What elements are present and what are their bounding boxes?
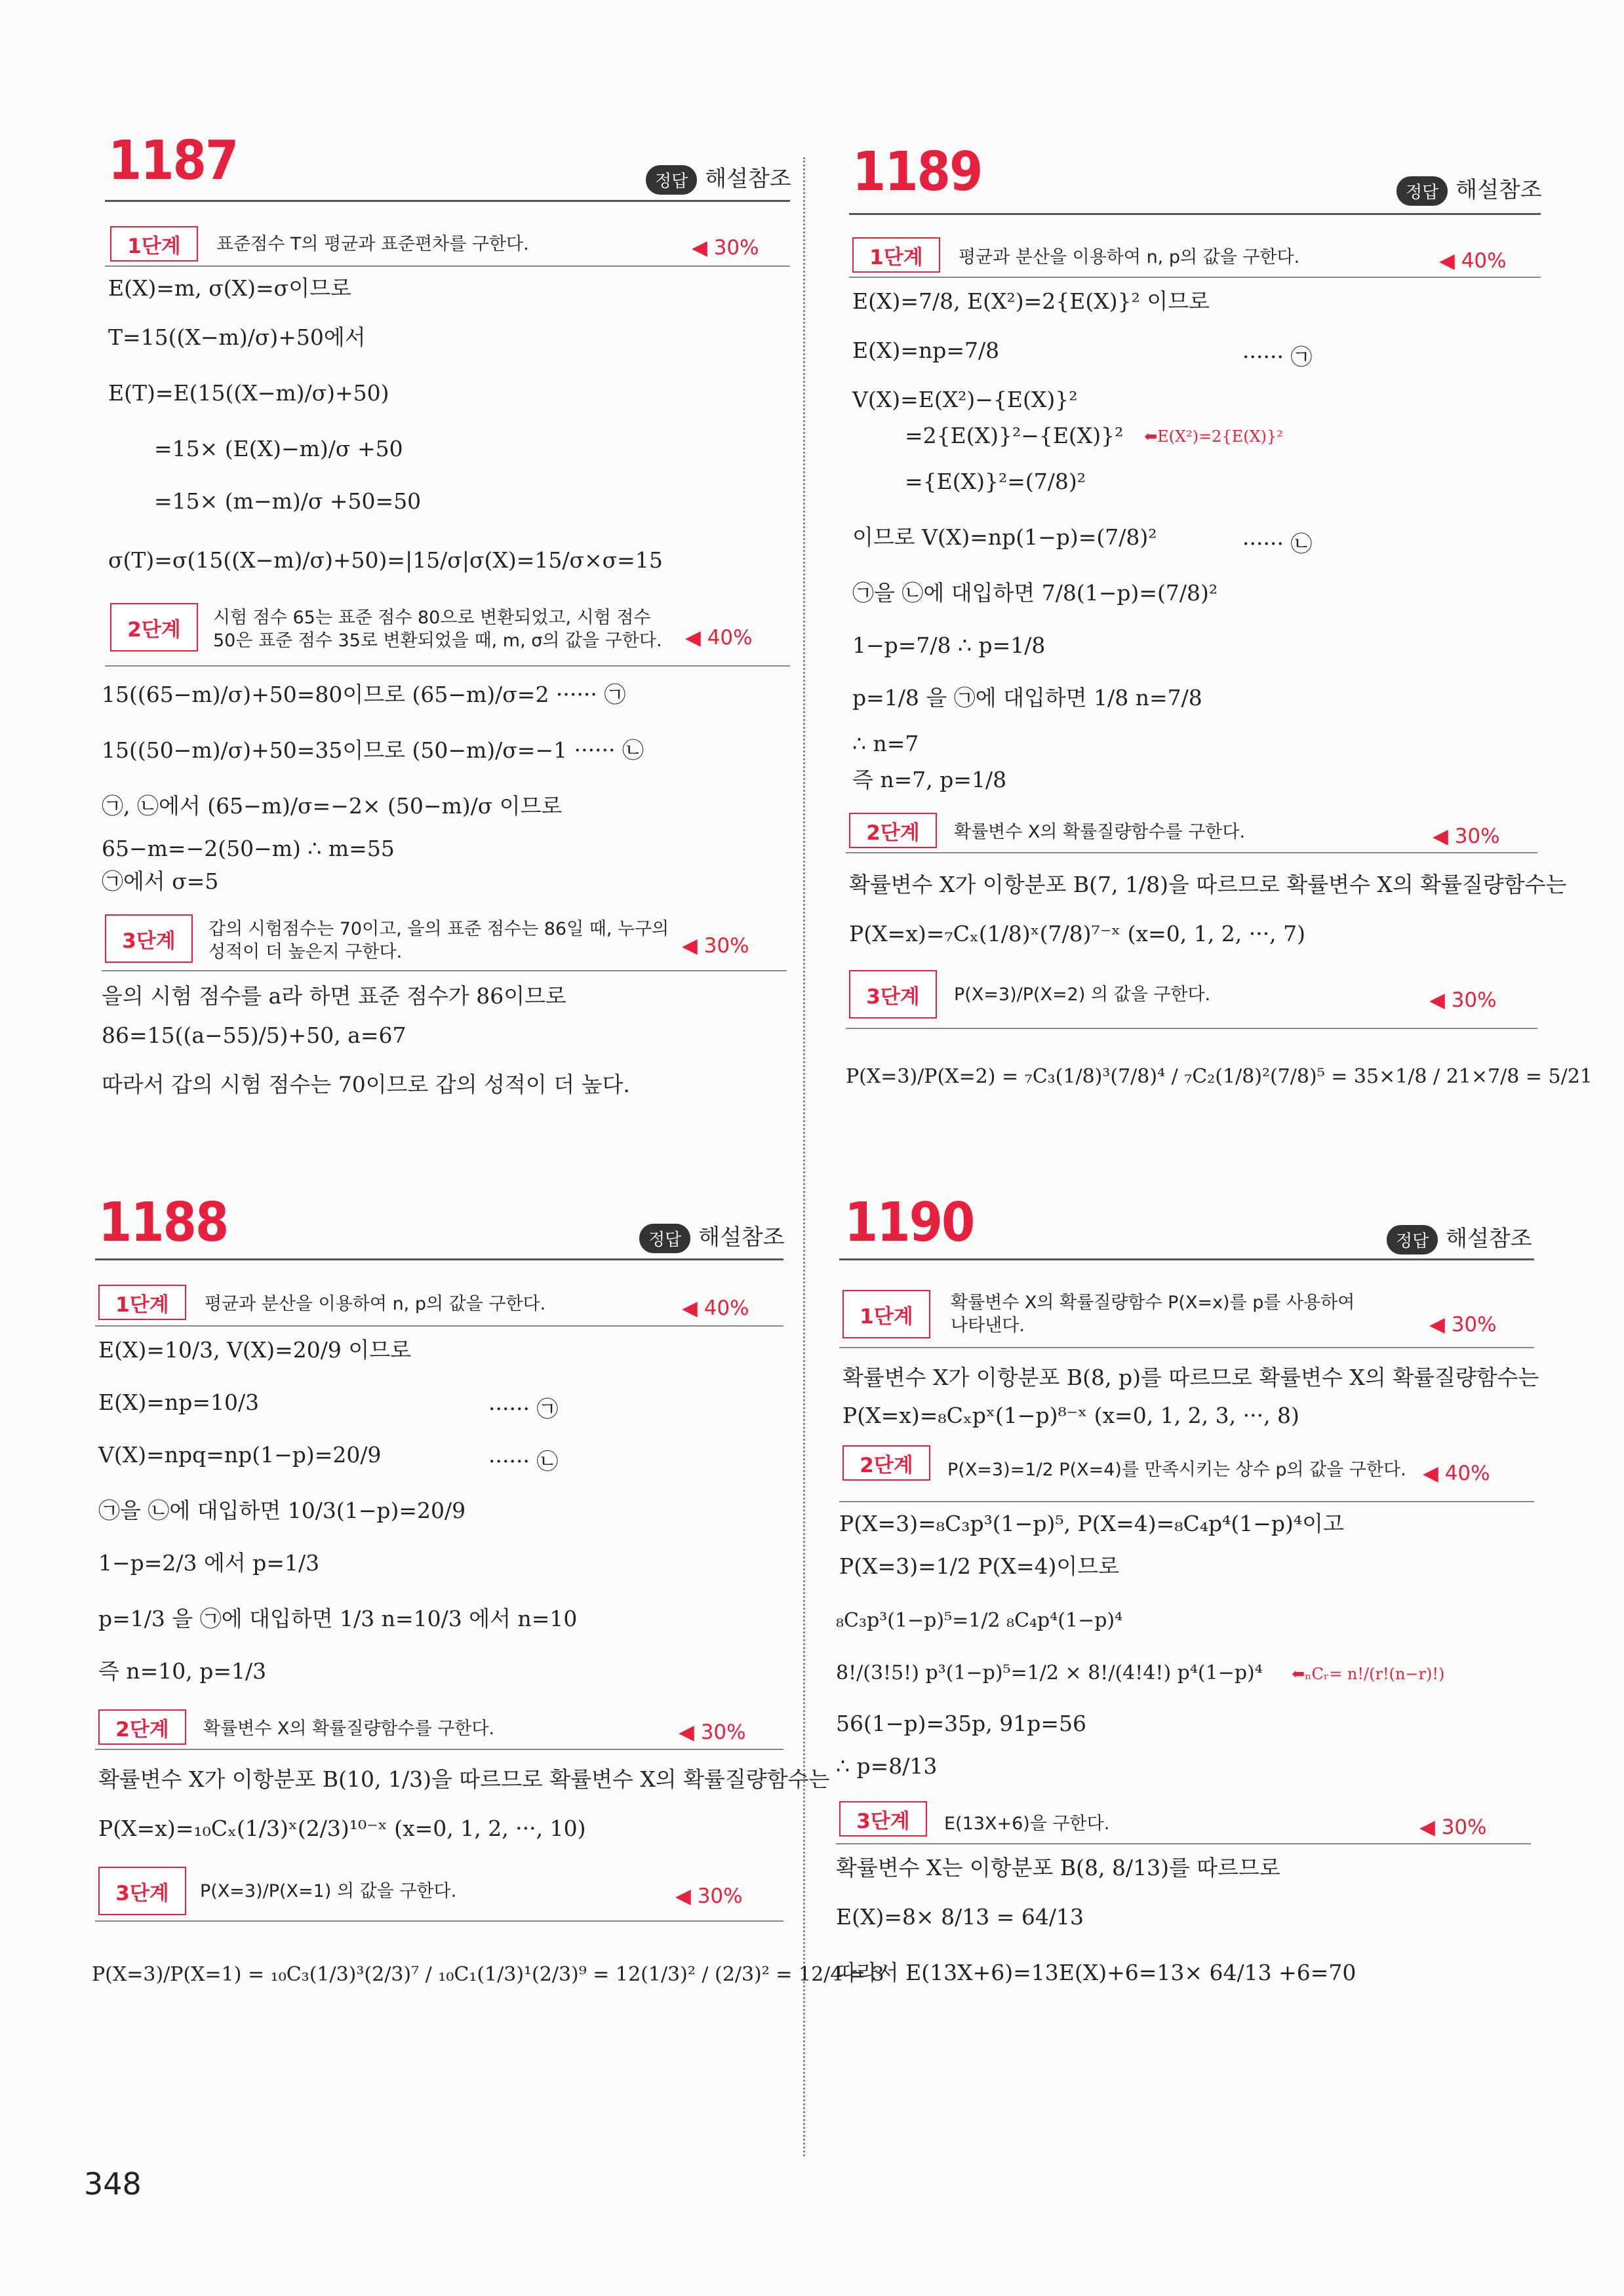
- solution-line: 즉 n=10, p=1/3: [98, 1658, 267, 1684]
- solution-line: P(X=3)=₈C₃p³(1−p)⁵, P(X=4)=₈C₄p⁴(1−p)⁴이고: [839, 1511, 1344, 1536]
- step-3-desc-line2: 성적이 더 높은지 구한다.: [208, 942, 403, 963]
- step-1-desc: 표준점수 T의 평균과 표준편차를 구한다.: [216, 234, 529, 254]
- answer-label: [1396, 172, 1542, 206]
- solution-line: 65−m=−2(50−m) ∴ m=55: [102, 836, 395, 861]
- solution-line: 1−p=7/8 ∴ p=1/8: [852, 632, 1046, 658]
- header-rule: [849, 213, 1541, 215]
- solution-line: 따라서 E(13X+6)=13E(X)+6=13× 64/13 +6=70: [836, 1960, 1357, 1985]
- solution-line: ㉠을 ㉡에 대입하면 10/3(1−p)=20/9: [98, 1498, 466, 1523]
- step-rule: [102, 970, 787, 971]
- solution-line: 1−p=2/3 에서 p=1/3: [98, 1550, 320, 1576]
- step-1-label: 1단계: [110, 226, 198, 262]
- marker-line: ······ ㉠: [1242, 344, 1313, 370]
- marker-line: ······ ㉡: [488, 1449, 559, 1474]
- column-divider: [803, 157, 805, 2156]
- solution-line: 확률변수 X는 이항분포 B(8, 8/13)를 따르므로: [836, 1855, 1280, 1880]
- solution-line: V(X)=E(X²)−{E(X)}²: [852, 387, 1078, 412]
- step-1-desc-line2: 나타낸다.: [951, 1315, 1025, 1336]
- solution-line: V(X)=npq=np(1−p)=20/9: [98, 1442, 382, 1468]
- solution-line: ㉠에서 σ=5: [102, 868, 219, 894]
- solution-line: P(X=3)/P(X=1) = ₁₀C₃(1/3)³(2/3)⁷ / ₁₀C₁(1/3)¹(2/3)⁹ = 12(1/3)² / (2/3)² = 12/4 = 3: [92, 1963, 884, 1986]
- step-1-label: 1단계: [842, 1290, 930, 1338]
- step-rule: [95, 1749, 783, 1750]
- problem-number: 1187: [108, 130, 238, 192]
- answer-text: 해설참조: [1446, 1226, 1532, 1252]
- step-3-desc: P(X=3)/P(X=2) 의 값을 구한다.: [954, 984, 1211, 1005]
- solution-line: p=1/3 을 ㉠에 대입하면 1/3 n=10/3 에서 n=10: [98, 1606, 578, 1631]
- solution-line: E(X)=7/8, E(X²)=2{E(X)}² 이므로: [852, 288, 1210, 314]
- formula-note: ⬅ₙCᵣ= n!/(r!(n−r)!): [1292, 1665, 1445, 1683]
- step-rule: [846, 852, 1537, 853]
- step-2-desc: [213, 606, 662, 652]
- step-2-pct: ◀ 40%: [685, 626, 753, 650]
- step-2-label: 2단계: [842, 1445, 930, 1481]
- step-3-desc: E(13X+6)을 구한다.: [944, 1814, 1110, 1834]
- solution-line: ∴ p=8/13: [836, 1753, 938, 1779]
- solution-line: σ(T)=σ(15((X−m)/σ)+50)=|15/σ|σ(X)=15/σ×σ=15: [108, 547, 663, 573]
- solution-line: 86=15((a−55)/5)+50, a=67: [102, 1022, 406, 1048]
- step-2-desc-line1: 시험 점수 65는 표준 점수 80으로 변환되었고, 시험 점수: [213, 608, 651, 628]
- marker-line: ······ ㉠: [488, 1396, 559, 1422]
- solution-line: E(X)=np=7/8: [852, 338, 1000, 363]
- solution-line: P(X=3)=1/2 P(X=4)이므로: [839, 1553, 1120, 1579]
- solution-line: =15× (m−m)/σ +50=50: [154, 488, 422, 514]
- answer-label: [646, 161, 791, 195]
- step-3-desc: P(X=3)/P(X=1) 의 값을 구한다.: [200, 1881, 457, 1901]
- problem-number: 1190: [844, 1192, 974, 1254]
- solution-line: T=15((X−m)/σ)+50에서: [108, 324, 366, 350]
- answer-tag: 정답: [646, 165, 697, 195]
- solution-line: E(X)=np=10/3: [98, 1390, 260, 1415]
- step-rule: [839, 1501, 1534, 1502]
- answer-tag: 정답: [639, 1224, 690, 1253]
- header-rule: [105, 200, 790, 202]
- solution-line: ₈C₃p³(1−p)⁵=1/2 ₈C₄p⁴(1−p)⁴: [836, 1609, 1123, 1632]
- step-rule: [105, 665, 790, 667]
- solution-line: P(X=x)=₇Cₓ(1/8)ˣ(7/8)⁷⁻ˣ (x=0, 1, 2, ···, 7): [849, 921, 1306, 946]
- solution-line: 56(1−p)=35p, 91p=56: [836, 1711, 1087, 1736]
- step-1-label: 1단계: [852, 237, 940, 273]
- solution-line: 즉 n=7, p=1/8: [852, 767, 1007, 792]
- step-rule: [849, 277, 1541, 278]
- solution-line: P(X=3)/P(X=2) = ₇C₃(1/8)³(7/8)⁴ / ₇C₂(1/8)²(7/8)⁵ = 35×1/8 / 21×7/8 = 5/21: [846, 1065, 1593, 1088]
- step-1-pct: ◀ 30%: [1429, 1313, 1497, 1336]
- problem-number: 1189: [852, 141, 982, 203]
- step-1-desc-line1: 확률변수 X의 확률질량함수 P(X=x)를 p를 사용하여: [951, 1293, 1355, 1313]
- step-3-pct: ◀ 30%: [1419, 1816, 1487, 1839]
- solution-line: P(X=x)=₁₀Cₓ(1/3)ˣ(2/3)¹⁰⁻ˣ (x=0, 1, 2, ···, 10): [98, 1816, 586, 1841]
- formula-note: ⬅E(X²)=2{E(X)}²: [1144, 427, 1283, 446]
- step-3-label: 3단계: [105, 914, 193, 963]
- page-number: 348: [84, 2166, 142, 2202]
- step-2-desc: 확률변수 X의 확률질량함수를 구한다.: [203, 1719, 495, 1739]
- step-rule: [846, 1028, 1537, 1029]
- solution-line: E(X)=10/3, V(X)=20/9 이므로: [98, 1337, 412, 1363]
- step-2-label: 2단계: [110, 603, 198, 652]
- solution-line: =2{E(X)}²−{E(X)}²: [905, 423, 1124, 448]
- answer-text: 해설참조: [705, 166, 791, 192]
- solution-line: ∴ n=7: [852, 731, 919, 756]
- answer-label: [1387, 1220, 1532, 1255]
- solution-line: ㉠을 ㉡에 대입하면 7/8(1−p)=(7/8)²: [852, 580, 1218, 606]
- step-2-pct: ◀ 40%: [1423, 1462, 1490, 1485]
- step-1-desc: 평균과 분산을 이용하여 n, p의 값을 구한다.: [205, 1294, 546, 1314]
- problem-number: 1188: [98, 1192, 228, 1254]
- solution-line: p=1/8 을 ㉠에 대입하면 1/8 n=7/8: [852, 685, 1202, 710]
- step-1-desc: [951, 1291, 1355, 1337]
- marker-line: ······ ㉡: [1242, 531, 1313, 556]
- solution-line: ㉠, ㉡에서 (65−m)/σ=−2× (50−m)/σ 이므로: [102, 793, 563, 819]
- step-2-label: 2단계: [849, 813, 937, 848]
- answer-text: 해설참조: [698, 1224, 785, 1251]
- solution-line: P(X=x)=₈Cₓpˣ(1−p)⁸⁻ˣ (x=0, 1, 2, 3, ···, 8): [842, 1403, 1299, 1428]
- step-2-desc-line2: 50은 표준 점수 35로 변환되었을 때, m, σ의 값을 구한다.: [213, 631, 662, 652]
- step-3-label: 3단계: [839, 1801, 927, 1837]
- solution-line: 확률변수 X가 이항분포 B(7, 1/8)을 따르므로 확률변수 X의 확률질량함수는: [849, 872, 1567, 897]
- step-2-label: 2단계: [98, 1709, 186, 1745]
- step-3-desc: [208, 918, 669, 963]
- solution-line: 확률변수 X가 이항분포 B(10, 1/3)을 따르므로 확률변수 X의 확률질량함수는: [98, 1766, 830, 1792]
- step-3-desc-line1: 갑의 시험점수는 70이고, 을의 표준 점수는 86일 때, 누구의: [208, 919, 669, 939]
- step-2-pct: ◀ 30%: [679, 1721, 746, 1744]
- step-3-pct: ◀ 30%: [675, 1884, 743, 1908]
- solution-line: ={E(X)}²=(7/8)²: [905, 469, 1086, 494]
- step-rule: [839, 1347, 1534, 1348]
- step-2-desc: 확률변수 X의 확률질량함수를 구한다.: [954, 822, 1246, 842]
- solution-line: E(T)=E(15((X−m)/σ)+50): [108, 380, 389, 406]
- header-rule: [95, 1258, 783, 1260]
- solution-line: 확률변수 X가 이항분포 B(8, p)를 따르므로 확률변수 X의 확률질량함수는: [842, 1365, 1539, 1390]
- step-rule: [95, 1920, 783, 1922]
- solution-line: E(X)=8× 8/13 = 64/13: [836, 1904, 1084, 1930]
- solution-line: E(X)=m, σ(X)=σ이므로: [108, 275, 351, 301]
- step-1-pct: ◀ 30%: [692, 236, 759, 260]
- answer-text: 해설참조: [1456, 177, 1542, 203]
- header-rule: [839, 1258, 1534, 1260]
- step-2-desc: P(X=3)=1/2 P(X=4)를 만족시키는 상수 p의 값을 구한다.: [947, 1460, 1406, 1480]
- step-3-pct: ◀ 30%: [1429, 988, 1497, 1012]
- solution-line: 8!/(3!5!) p³(1−p)⁵=1/2 × 8!/(4!4!) p⁴(1−p)⁴: [836, 1662, 1263, 1684]
- solution-line: 이므로 V(X)=np(1−p)=(7/8)²: [852, 524, 1157, 550]
- step-rule: [105, 265, 790, 267]
- step-1-pct: ◀ 40%: [1439, 249, 1507, 273]
- step-1-desc: 평균과 분산을 이용하여 n, p의 값을 구한다.: [959, 247, 1300, 267]
- step-3-label: 3단계: [98, 1867, 186, 1915]
- step-2-pct: ◀ 30%: [1433, 825, 1500, 848]
- step-rule: [836, 1843, 1531, 1844]
- solution-line: 15((50−m)/σ)+50=35이므로 (50−m)/σ=−1 ······ ㉡: [102, 737, 644, 763]
- step-rule: [95, 1325, 783, 1327]
- answer-label: [639, 1219, 785, 1253]
- answer-tag: 정답: [1387, 1225, 1438, 1255]
- step-3-pct: ◀ 30%: [682, 934, 749, 958]
- solution-line: =15× (E(X)−m)/σ +50: [154, 436, 403, 461]
- answer-tag: 정답: [1396, 176, 1448, 206]
- step-1-pct: ◀ 40%: [682, 1296, 749, 1320]
- solution-line: 15((65−m)/σ)+50=80이므로 (65−m)/σ=2 ······ ㉠: [102, 682, 626, 707]
- solution-line: 따라서 갑의 시험 점수는 70이므로 갑의 성적이 더 높다.: [102, 1072, 630, 1097]
- solution-line: 을의 시험 점수를 a라 하면 표준 점수가 86이므로: [102, 983, 566, 1009]
- step-3-label: 3단계: [849, 970, 937, 1019]
- step-1-label: 1단계: [98, 1285, 186, 1320]
